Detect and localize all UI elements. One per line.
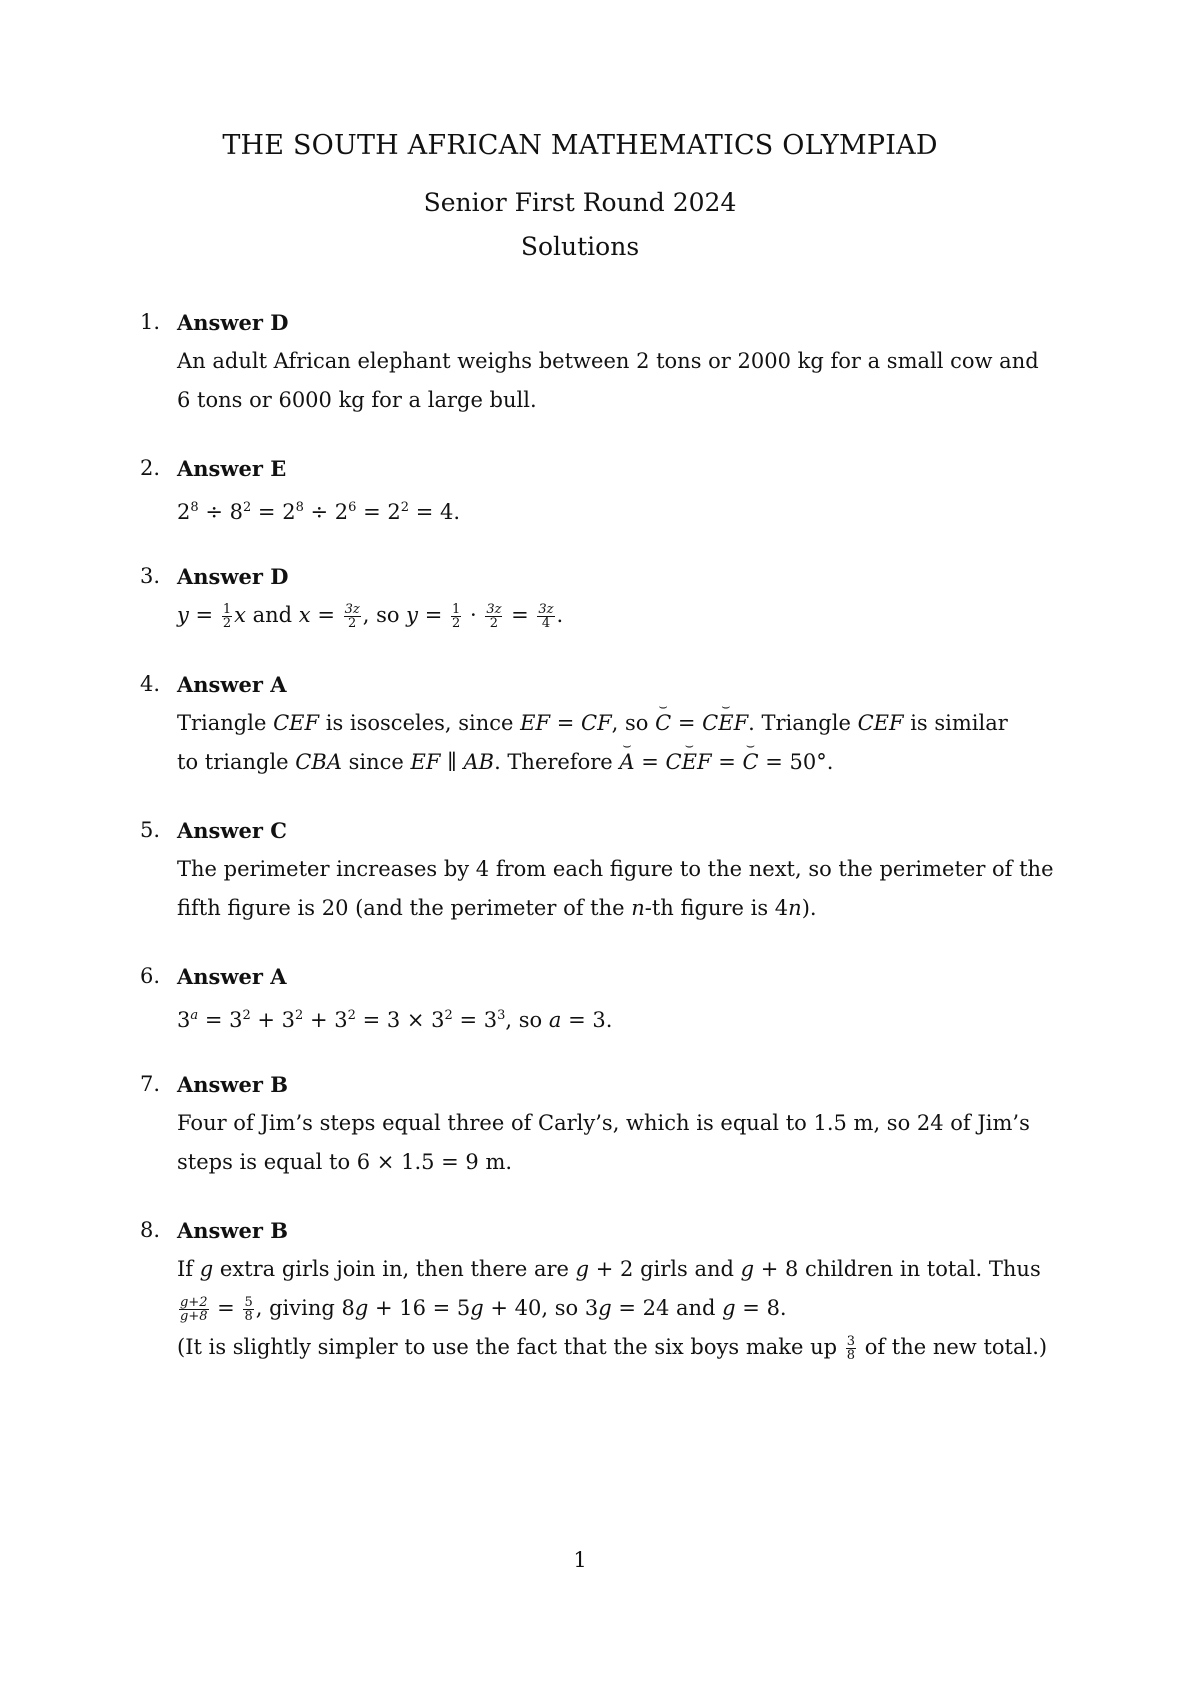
problem-number: 2. xyxy=(140,456,161,480)
problem-solution: The perimeter increases by 4 from each figure to the next, so the perimeter of the fifth figure is 20 (and the perimeter of the n-th figure is 4n). xyxy=(177,857,1054,920)
problem-number: 1. xyxy=(140,310,161,334)
problem-answer: Answer B xyxy=(177,1218,288,1243)
problem-number: 3. xyxy=(140,564,161,588)
problem-solution: $3^a = 3^2 + 3^2 + 3^2 = 3 \times 3^2 = 3^3$, so a = 3. xyxy=(177,1008,613,1032)
problem-answer: Answer A xyxy=(177,672,287,697)
problem-number: 8. xyxy=(140,1218,161,1242)
page-number: 1 xyxy=(573,1548,587,1572)
problem-answer: Answer D xyxy=(177,310,289,335)
problem-solution: Triangle CEF is isosceles, since EF = CF, so ⌢ C = C⌢ EF. Triangle CEF is similar to triangle CBA since EF ∥ AB. Therefore ⌢ A = C⌢ EF = ⌢ C = 50°. xyxy=(177,704,1047,782)
problem-number: 7. xyxy=(140,1072,161,1096)
document-subtitle: Senior First Round 2024 xyxy=(423,188,737,217)
problem-solution: Four of Jim’s steps equal three of Carly’s, which is equal to 1.5 m, so 24 of Jim’s steps is equal to 6 × 1.5 = 9 m. xyxy=(177,1111,1030,1174)
problem-number: 6. xyxy=(140,964,161,988)
problem-solution: $2^8 \div 8^2 = 2^8 \div 2^6 = 2^2 = 4$. xyxy=(177,500,461,524)
problem-solution: An adult African elephant weighs between 2 tons or 2000 kg for a small cow and 6 tons or 6000 kg for a large bull. xyxy=(177,349,1039,412)
document-title: THE SOUTH AFRICAN MATHEMATICS OLYMPIAD xyxy=(222,130,938,161)
problem-answer: Answer C xyxy=(177,818,287,843)
problem-solution: y = $\frac{1}{2}$ x and x = $\frac{3z}{2}$ , so y = $\frac{1}{2}$ · $\frac{3z}{2}$ = $\frac{3z}{4}$ . xyxy=(177,602,564,631)
problem-number: 5. xyxy=(140,818,161,842)
problem-answer: Answer B xyxy=(177,1072,288,1097)
problem-solution: If g extra girls join in, then there are g + 2 girls and g + 8 children in total. Thus $\frac{g+2}{g+8}$ = $\frac{5}{8}$ , giving 8g + 16 = 5g + 40, so 3g = 24 and g = 8. (It is slightly simpler to use the fact that the six boys make up $\frac{3}{8}$ of the new total.) xyxy=(177,1257,1048,1363)
section-heading: Solutions xyxy=(520,232,640,261)
problem-answer: Answer A xyxy=(177,964,287,989)
problem-answer: Answer E xyxy=(177,456,287,481)
problem-number: 4. xyxy=(140,672,161,696)
problem-answer: Answer D xyxy=(177,564,289,589)
